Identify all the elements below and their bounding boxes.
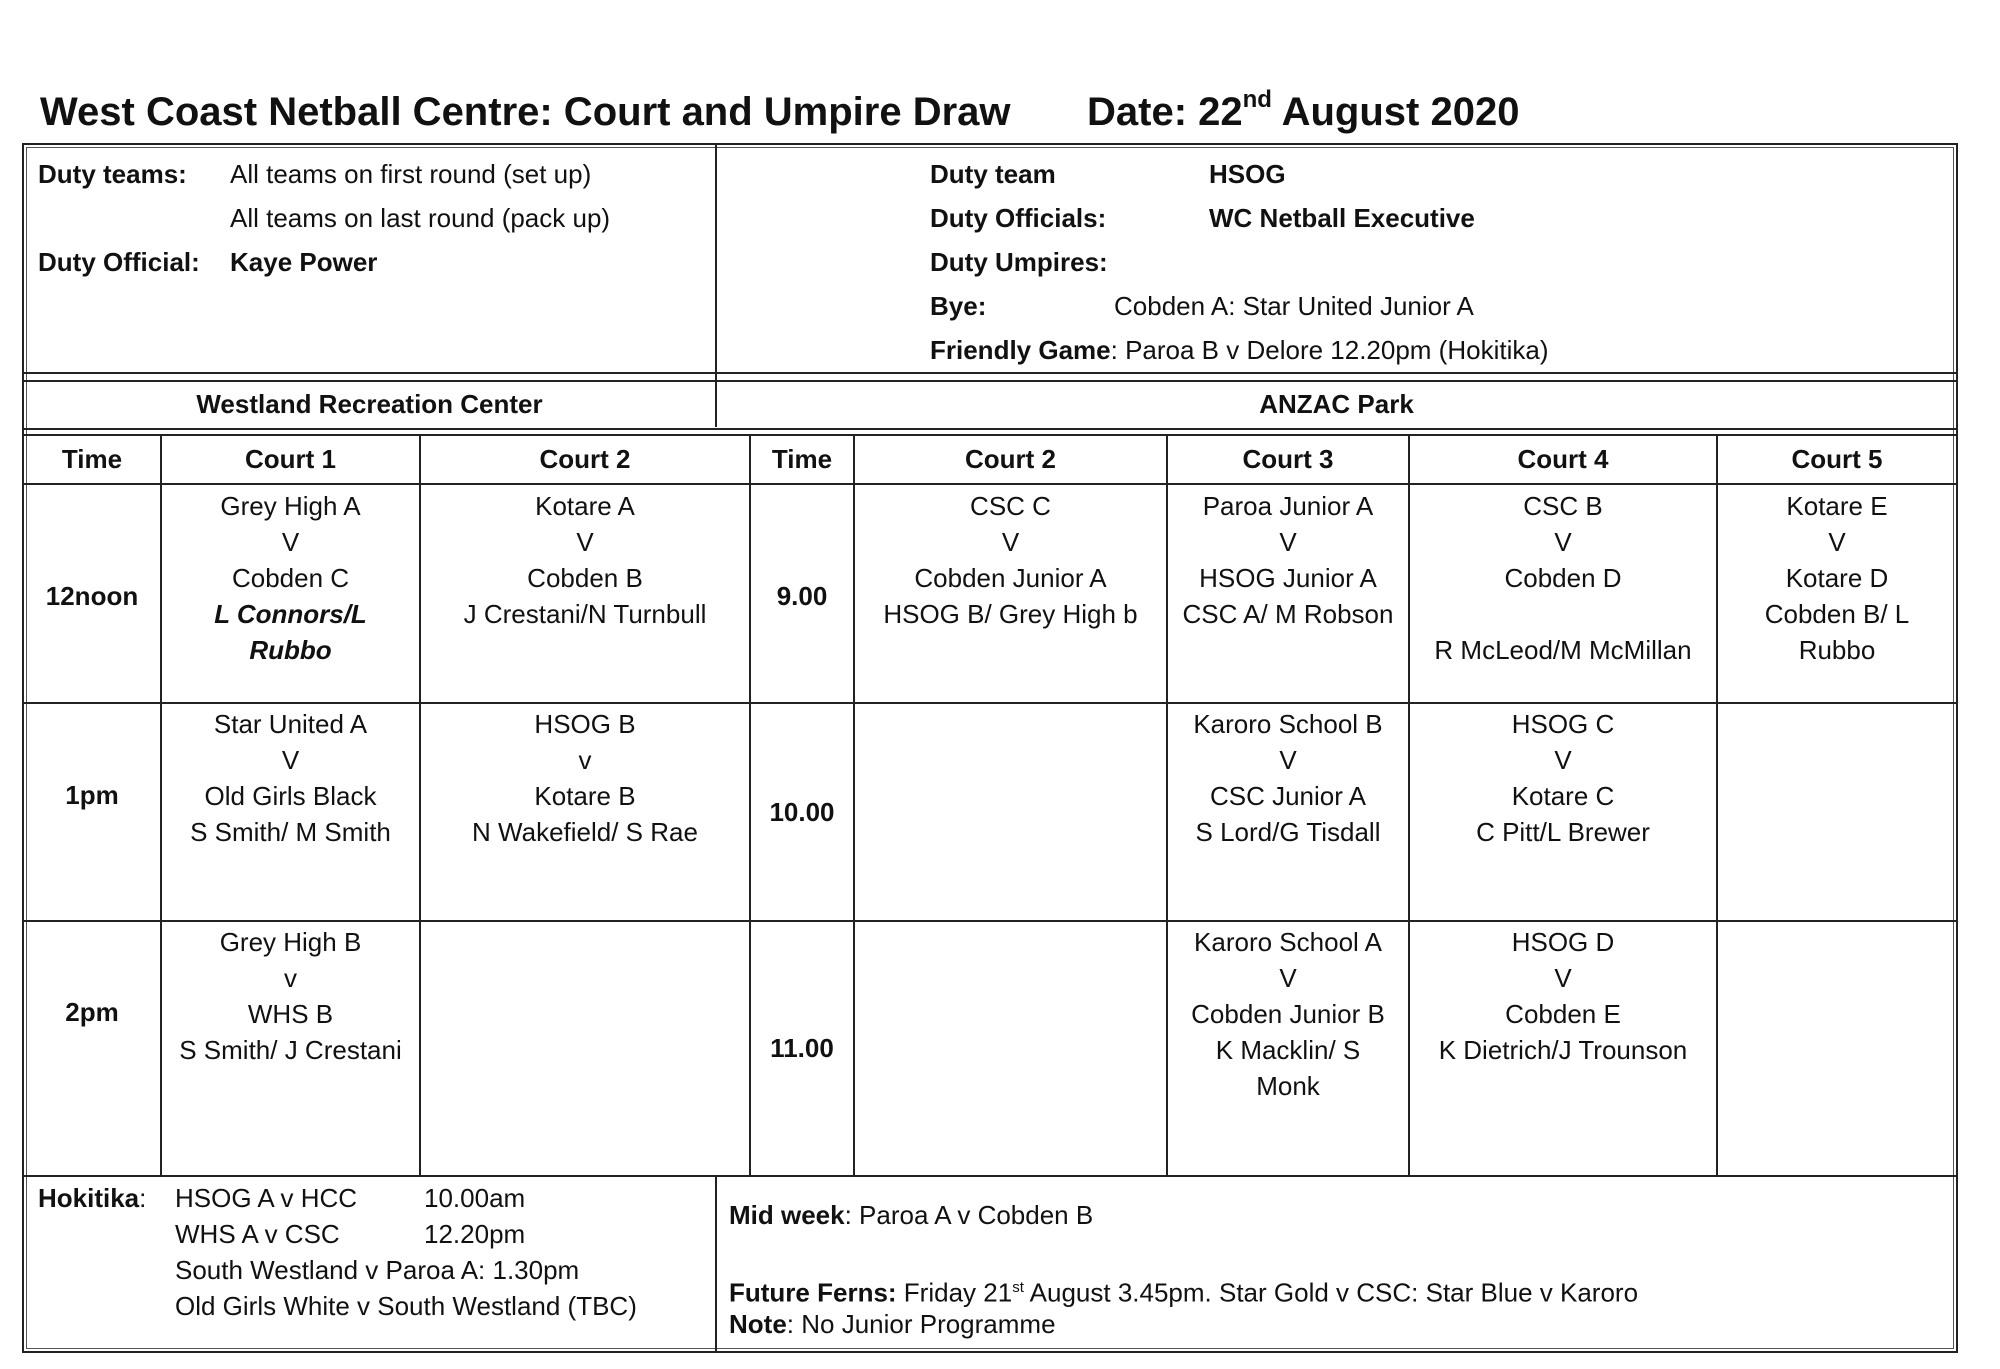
cell-r3-court4 <box>1410 924 1716 1068</box>
umpire-line: J Crestani/N Turnbull <box>463 599 707 629</box>
umpire-line: S Smith/ M Smith <box>190 817 391 847</box>
game-line: CSC Junior A <box>1209 781 1367 811</box>
date-prefix: Date: 22 <box>1087 90 1243 134</box>
cell-r2-court1 <box>162 706 419 850</box>
cell-r1-court4 <box>1410 488 1716 668</box>
game-line: Old Girls Black <box>204 781 377 811</box>
game-line: v <box>284 963 297 993</box>
hokitika-heading <box>38 1180 146 1216</box>
hokitika-game-2: WHS A v CSC <box>175 1219 340 1249</box>
game-line: V <box>1554 527 1572 557</box>
umpire-line: L Connors/L <box>214 599 367 629</box>
future-ferns-value-b: August 3.45pm. Star Gold v CSC: Star Blue v Karoro <box>1023 1277 1639 1308</box>
divider-info-middle <box>715 145 717 427</box>
duty-officials-label: Duty Officials: <box>930 203 1107 233</box>
game-line: CSC B <box>1523 491 1603 521</box>
future-ferns-sup: st <box>1012 1279 1024 1296</box>
cell-r2-court4 <box>1410 706 1716 850</box>
umpire-line: Rubbo <box>249 635 332 665</box>
game-line: V <box>281 527 300 557</box>
note-label: Note <box>729 1309 787 1339</box>
venue-anzac: ANZAC Park <box>1259 389 1414 419</box>
hokitika-game-1: HSOG A v HCC <box>175 1183 358 1213</box>
note-value: : No Junior Programme <box>786 1309 1056 1339</box>
umpire-line: R McLeod/M McMillan <box>1434 635 1692 665</box>
date-suffix: August 2020 <box>1271 90 1520 134</box>
game-line: CSC C <box>970 491 1051 521</box>
game-line: Grey High A <box>220 491 361 521</box>
game-line: V <box>1554 963 1572 993</box>
duty-team-value: HSOG <box>1209 159 1286 189</box>
duty-teams-label: Duty teams: <box>38 159 187 189</box>
umpire-line: HSOG B/ Grey High b <box>883 599 1138 629</box>
time-2pm: 2pm <box>65 997 119 1027</box>
header-court2-anzac: Court 2 <box>965 444 1056 474</box>
bye-value: Cobden A: Star United Junior A <box>1114 291 1474 321</box>
umpire-line: S Lord/G Tisdall <box>1195 817 1381 847</box>
hokitika-colon: : <box>139 1183 147 1213</box>
header-court3: Court 3 <box>1242 444 1334 474</box>
time-9: 9.00 <box>776 581 828 611</box>
game-line: HSOG Junior A <box>1199 563 1377 593</box>
divider-head-top <box>24 434 1956 436</box>
time-11: 11.00 <box>770 1033 834 1063</box>
umpire-line: CSC A/ M Robson <box>1182 599 1394 629</box>
game-line: Cobden D <box>1504 563 1622 593</box>
game-line: V <box>1279 745 1297 775</box>
game-line: Kotare B <box>534 781 636 811</box>
game-line: V <box>1279 527 1297 557</box>
friendly-game-label: Friendly Game <box>930 335 1111 365</box>
draw-date <box>1087 86 1520 135</box>
midweek-line <box>729 1197 1093 1233</box>
game-line: Kotare A <box>535 491 635 521</box>
game-line: Cobden B <box>527 563 643 593</box>
time-10: 10.00 <box>769 797 835 827</box>
future-ferns-label: Future Ferns: <box>729 1277 897 1308</box>
duty-umpires-label: Duty Umpires: <box>930 247 1108 277</box>
game-line: V <box>1554 745 1572 775</box>
duty-official-value: Kaye Power <box>230 247 378 277</box>
time-12noon: 12noon <box>45 581 139 611</box>
divider-venue-bottom <box>24 428 1956 430</box>
game-line: Paroa Junior A <box>1202 491 1374 521</box>
divider-row1 <box>24 702 1956 704</box>
venue-westland: Westland Recreation Center <box>196 389 543 419</box>
game-line: Kotare E <box>1786 491 1888 521</box>
friendly-game-value: : Paroa B v Delore 12.20pm (Hokitika) <box>1110 335 1549 365</box>
duty-team-label: Duty team <box>930 159 1056 189</box>
game-line: V <box>1828 527 1846 557</box>
divider-venue-top <box>24 380 1956 382</box>
game-line: Cobden Junior B <box>1191 999 1385 1029</box>
duty-official-label: Duty Official: <box>38 247 200 277</box>
divider-row2 <box>24 920 1956 922</box>
duty-officials-value: WC Netball Executive <box>1209 203 1475 233</box>
game-line: Karoro School B <box>1193 709 1383 739</box>
cell-r1-court5 <box>1718 488 1956 668</box>
cell-r2-court2 <box>421 706 749 850</box>
future-ferns-value-a: Friday 21 <box>896 1277 1013 1308</box>
duty-teams-line1: All teams on first round (set up) <box>230 159 592 189</box>
date-sup: nd <box>1242 86 1272 113</box>
hokitika-game-3: South Westland v Paroa A: 1.30pm <box>175 1255 580 1285</box>
game-line: HSOG B <box>534 709 636 739</box>
game-line: V <box>1279 963 1297 993</box>
time-1pm: 1pm <box>65 780 119 810</box>
duty-teams-line2: All teams on last round (pack up) <box>230 203 611 233</box>
game-line: HSOG C <box>1511 709 1615 739</box>
umpire-line: C Pitt/L Brewer <box>1476 817 1650 847</box>
header-time-right: Time <box>771 444 833 474</box>
cell-r3-court3 <box>1168 924 1408 1104</box>
hokitika-time-2: 12.20pm <box>424 1219 526 1249</box>
game-line: Cobden E <box>1505 999 1621 1029</box>
friendly-game-line <box>930 332 1548 368</box>
game-line: WHS B <box>247 999 334 1029</box>
divider-info-bottom <box>24 372 1956 374</box>
game-line: Cobden C <box>231 563 350 593</box>
umpire-line: S Smith/ J Crestani <box>179 1035 402 1065</box>
cell-r1-court2 <box>421 488 749 632</box>
game-line: Karoro School A <box>1194 927 1382 957</box>
hokitika-time-1: 10.00am <box>424 1183 526 1213</box>
game-line: V <box>576 527 594 557</box>
cell-r1-anzac-court2 <box>855 488 1166 632</box>
midweek-label: Mid week <box>729 1200 845 1230</box>
umpire-line: Cobden B/ L <box>1764 599 1910 629</box>
hokitika-label: Hokitika <box>38 1183 140 1213</box>
header-court1: Court 1 <box>245 444 336 474</box>
cell-r2-court3 <box>1168 706 1408 850</box>
umpire-line: K Dietrich/J Trounson <box>1438 1035 1688 1065</box>
umpire-line: Rubbo <box>1798 635 1876 665</box>
hokitika-game-4: Old Girls White v South Westland (TBC) <box>175 1291 637 1321</box>
game-line: v <box>578 745 592 775</box>
cell-r1-court1 <box>162 488 419 668</box>
game-line: Cobden Junior A <box>914 563 1107 593</box>
umpire-line: Monk <box>1256 1071 1320 1101</box>
header-court5: Court 5 <box>1791 444 1883 474</box>
game-line: Star United A <box>213 709 368 739</box>
umpire-line: N Wakefield/ S Rae <box>472 817 698 847</box>
divider-row3 <box>24 1175 1956 1177</box>
future-ferns-line <box>729 1270 1638 1311</box>
header-court4: Court 4 <box>1517 444 1609 474</box>
divider-head-bottom <box>24 483 1956 485</box>
divider-footer-middle <box>715 1175 717 1351</box>
note-line <box>729 1306 1056 1342</box>
game-line: V <box>1001 527 1020 557</box>
game-line: HSOG D <box>1511 927 1615 957</box>
cell-r3-court1 <box>162 924 419 1068</box>
header-time-left: Time <box>61 444 123 474</box>
umpire-line: K Macklin/ S <box>1215 1035 1361 1065</box>
header-court2-westland: Court 2 <box>539 444 631 474</box>
game-line: V <box>281 745 300 775</box>
game-line: Grey High B <box>219 927 362 957</box>
bye-label: Bye: <box>930 291 987 321</box>
cell-r1-court3 <box>1168 488 1408 632</box>
midweek-value: : Paroa A v Cobden B <box>844 1200 1094 1230</box>
game-line: Kotare D <box>1785 563 1889 593</box>
game-line: Kotare C <box>1511 781 1615 811</box>
page-title: West Coast Netball Centre: Court and Umpire Draw <box>40 90 1011 134</box>
